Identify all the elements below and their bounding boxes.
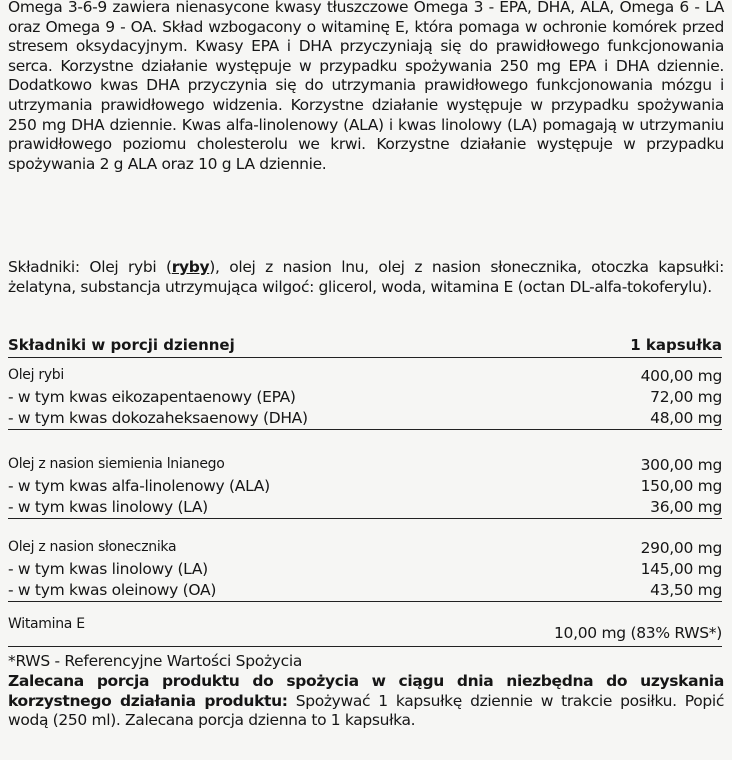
table-group-fish-oil — [8, 366, 722, 430]
ingredients-part1: Olej rybi ( — [79, 258, 172, 276]
row-value: 400,00 mg — [640, 367, 722, 385]
recommendation-bold: Zalecana porcja produktu do spożycia w ciągu dnia niezbędna do uzyskania korzystnego działania produktu: — [8, 672, 724, 710]
table-row — [8, 497, 722, 518]
row-name: - w tym kwas eikozapentaenowy (EPA) — [8, 388, 296, 406]
product-description: Omega 3-6-9 zawiera nienasycone kwasy tłuszczowe Omega 3 - EPA, DHA, ALA, Omega 6 - LA oraz Omega 9 - OA. Skład wzbogacony o witaminę E, która pomaga w ochronie komórek przed stresem oksydacyjnym. Kwasy EPA i DHA przyczyniają się do prawidłowego funkcjonowania serca. Korzystne działanie występuje w przypadku spożywania 250 mg EPA i DHA dziennie. Dodatkowo kwas DHA przyczynia się do utrzymania prawidłowego funkcjonowania mózgu i utrzymania prawidłowego widzenia. Korzystne działanie występuje w przypadku spożywania 250 mg DHA dziennie. Kwas alfa-linolenowy (ALA) i kwas linolowy (LA) pomagają w utrzymaniu prawidłowego poziomu cholesterolu we krwi. Korzystne działanie występuje w przypadku spożywania 2 g ALA oraz 10 g LA dziennie. — [8, 0, 724, 173]
table-row — [8, 476, 722, 497]
recommendation-text — [8, 672, 724, 731]
table-row — [8, 616, 722, 646]
table-group-sunflower-oil — [8, 538, 722, 602]
row-value: 300,00 mg — [640, 456, 722, 474]
row-name: Olej z nasion siemienia lnianego — [8, 456, 225, 472]
row-name: - w tym kwas oleinowy (OA) — [8, 581, 217, 599]
table-group-vitamin-e — [8, 616, 722, 647]
table-row — [8, 580, 722, 601]
row-name: Olej z nasion słonecznika — [8, 539, 177, 555]
row-name: - w tym kwas linolowy (LA) — [8, 560, 208, 578]
ingredients-text — [8, 258, 724, 297]
rws-footnote: *RWS - Referencyjne Wartości Spożycia — [8, 652, 303, 670]
row-value: 10,00 mg (83% RWS*) — [554, 624, 722, 642]
recommendation-rest: Spożywać 1 kapsułkę dziennie w trakcie posiłku. Popić wodą (250 ml). Zalecana porcja dzienna to 1 kapsułka. — [8, 691, 724, 730]
row-value: 48,00 mg — [650, 409, 722, 427]
row-name: - w tym kwas alfa-linolenowy (ALA) — [8, 477, 270, 495]
row-name: - w tym kwas dokozaheksaenowy (DHA) — [8, 409, 308, 427]
table-row — [8, 559, 722, 580]
table-row — [8, 538, 722, 559]
row-value: 36,00 mg — [650, 498, 722, 516]
row-name: Olej rybi — [8, 367, 64, 383]
header-left: Składniki w porcji dziennej — [8, 336, 235, 354]
row-value: 150,00 mg — [640, 477, 722, 495]
header-right: 1 kapsułka — [630, 336, 722, 354]
row-value: 145,00 mg — [640, 560, 722, 578]
row-name: - w tym kwas linolowy (LA) — [8, 498, 208, 516]
row-value: 43,50 mg — [650, 581, 722, 599]
allergen: ryby — [171, 258, 210, 276]
row-value: 72,00 mg — [650, 388, 722, 406]
ingredients-label: Składniki: — [8, 258, 80, 276]
table-group-flaxseed-oil — [8, 455, 722, 519]
table-row — [8, 387, 722, 408]
table-row — [8, 408, 722, 429]
ingredients-part2: ), olej z nasion lnu, olej z nasion słonecznika, otoczka kapsułki: żelatyna, substancja utrzymująca wilgoć: glicerol, woda, witamina E (octan DL-alfa-tokoferylu). — [8, 258, 724, 296]
table-row — [8, 455, 722, 476]
nutrition-table-header — [8, 335, 722, 358]
row-value: 290,00 mg — [640, 539, 722, 557]
table-row — [8, 366, 722, 387]
row-name: Witamina E — [8, 616, 85, 632]
